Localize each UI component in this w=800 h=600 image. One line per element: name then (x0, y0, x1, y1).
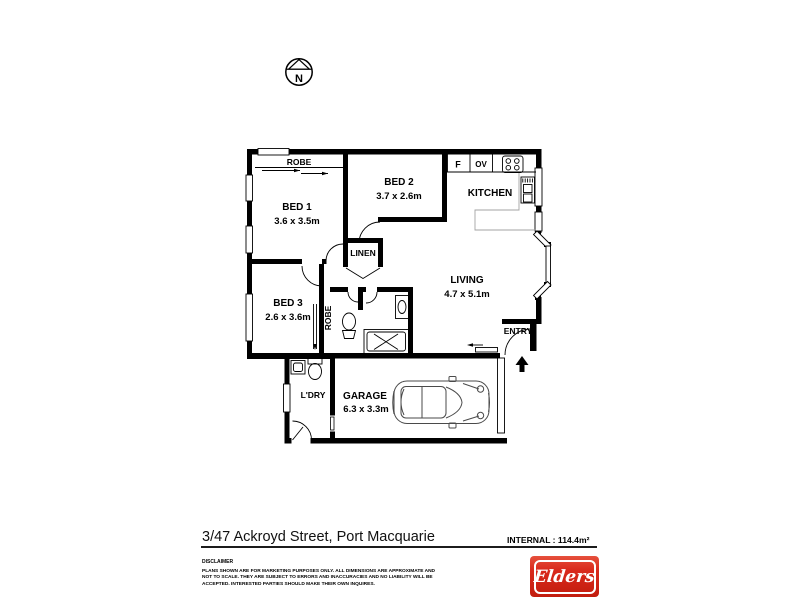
elders-logo-text: Elders (533, 566, 596, 587)
laundry-exit-gap (292, 438, 311, 445)
car-icon (393, 377, 490, 429)
laundry-fittings (291, 359, 322, 380)
laundry-label: L'DRY (300, 390, 326, 400)
entry-label: ENTRY (503, 326, 533, 336)
linen-bifold-door (346, 268, 380, 279)
bay-window-bottom (534, 282, 552, 300)
bed3-dims: 2.6 x 3.6m (265, 312, 311, 323)
bed2-dims: 3.7 x 2.6m (376, 191, 422, 202)
laundry-toilet-icon (308, 359, 322, 380)
bath-icon (364, 330, 409, 354)
robe-bed3-label: ROBE (323, 305, 333, 331)
laundry-garage-door (331, 417, 335, 430)
address-title: 3/47 Ackroyd Street, Port Macquarie (202, 529, 435, 545)
disclaimer-block (202, 559, 502, 588)
compass-north-label: N (295, 73, 303, 85)
garage-label: GARAGE (343, 391, 387, 402)
oven-label: OV (475, 160, 487, 169)
disclaimer-title: DISCLAIMER (202, 559, 234, 565)
wc-door (348, 292, 358, 302)
robe-bed1-label: ROBE (286, 157, 312, 167)
internal-area-label: INTERNAL : 114.4m² (507, 535, 590, 545)
bathroom-fittings (343, 296, 409, 354)
bed1-label: BED 1 (282, 202, 312, 213)
entry-arrow-icon (516, 356, 529, 372)
basin-icon (396, 296, 409, 319)
disclaimer-line: NOT TO SCALE. THEY ARE SUBJECT TO ERRORS AND INACCURACIES AND NO LIABILITY WILL BE (202, 575, 433, 581)
living-label: LIVING (450, 275, 484, 286)
garage-door (498, 358, 505, 433)
disclaimer-line: PLANS SHOWN ARE FOR MARKETING PURPOSES ONLY. ALL DIMENSIONS ARE APPROXIMATE AND (202, 569, 436, 574)
disclaimer-line: ACCEPTED. INTERESTED PARTIES SHOULD MAKE THEIR OWN INQUIRES. (202, 581, 375, 587)
bed2-label: BED 2 (384, 177, 414, 188)
linen-label: LINEN (350, 248, 376, 258)
bed1-door (326, 244, 343, 261)
bath-door (366, 292, 377, 303)
elders-logo (530, 556, 599, 597)
toilet-icon (343, 313, 356, 339)
garage-dims: 6.3 x 3.3m (343, 404, 389, 415)
bay-window-mid (546, 246, 551, 284)
compass-icon (286, 59, 312, 85)
laundry-tub-icon (291, 361, 305, 375)
bed1-dims: 3.6 x 3.5m (274, 216, 320, 227)
bed3-label: BED 3 (273, 298, 303, 309)
footer-divider (201, 546, 597, 548)
sink-icon (521, 177, 535, 203)
kitchen-counter (475, 172, 536, 230)
cooktop-icon (503, 156, 524, 173)
kitchen-label: KITCHEN (467, 188, 513, 199)
fridge-label: F (455, 159, 461, 170)
living-dims: 4.7 x 5.1m (444, 289, 490, 300)
